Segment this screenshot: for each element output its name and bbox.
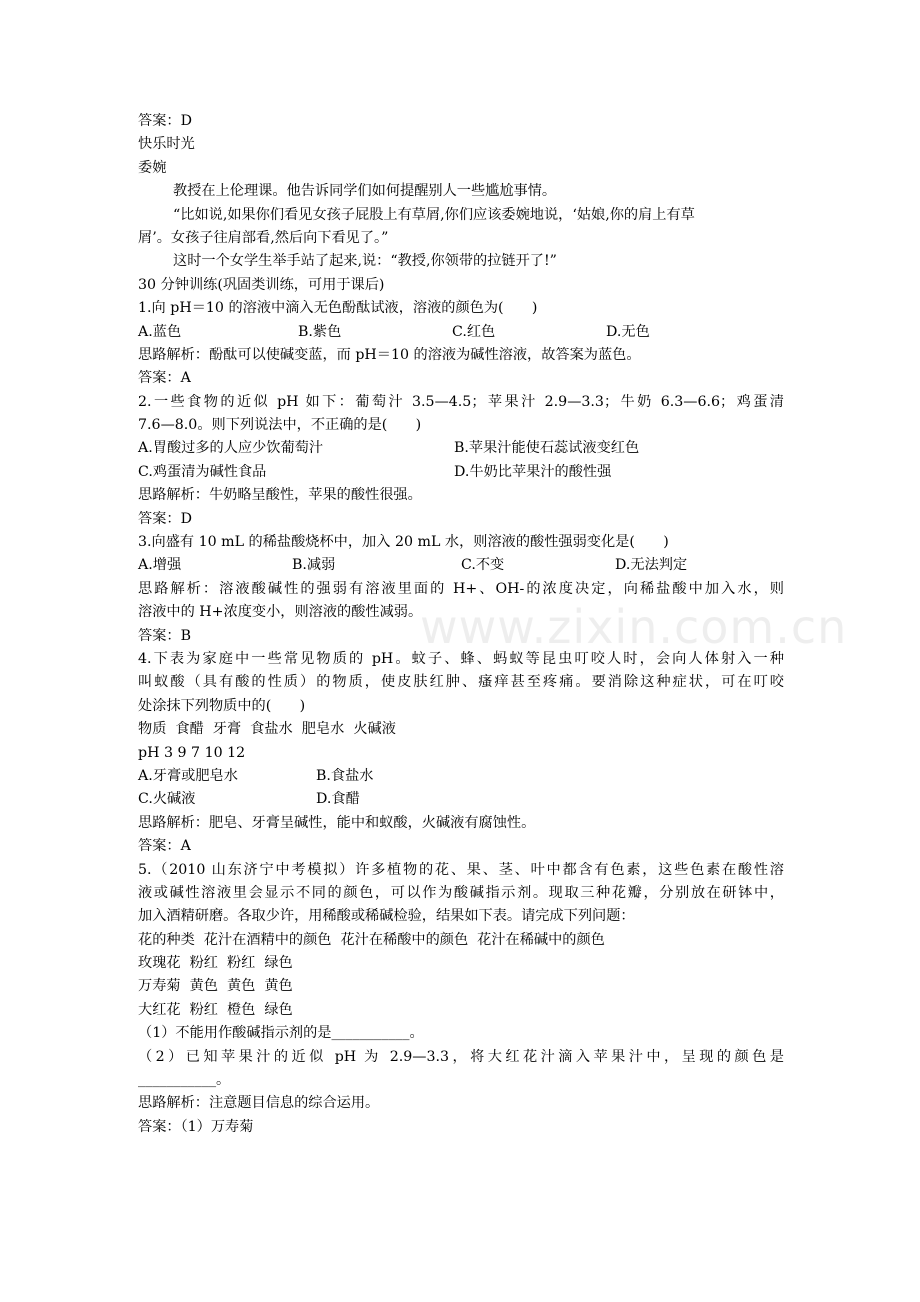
question-3-options [138, 554, 784, 577]
question-4-options-row2 [138, 788, 784, 811]
answer-line: 答案：D [138, 113, 192, 129]
flower-table-row: 大红花 粉红 橙色 绿色 [138, 1001, 293, 1018]
option-b: B.食盐水 [316, 767, 374, 784]
question-2-analysis: 思路解析：牛奶略呈酸性，苹果的酸性很强。 [138, 487, 422, 504]
option-a: A.胃酸过多的人应少饮葡萄汁 [138, 440, 324, 457]
option-b: B.减弱 [292, 557, 336, 574]
option-d: D.无法判定 [615, 557, 688, 574]
question-1-answer: 答案：A [138, 370, 191, 387]
option-d: D.食醋 [316, 791, 360, 808]
question-4-options-row1 [138, 765, 784, 788]
option-c: C.鸡蛋清为碱性食品 [138, 463, 267, 480]
option-d: D.牛奶比苹果汁的酸性强 [454, 463, 612, 480]
question-2-options-row2 [138, 461, 784, 484]
question-5-sub2: （2）已知苹果汁的近似 pH 为 2.9—3.3，将大红花汁滴入苹果汁中，呈现的颜色是 [138, 1048, 784, 1065]
option-a: A.蓝色 [138, 323, 182, 340]
ph-table-row: 物质 食醋 牙膏 食盐水 肥皂水 火碱液 [138, 721, 396, 738]
section-title: 快乐时光 [138, 136, 195, 153]
option-a: A.牙膏或肥皂水 [138, 767, 238, 784]
story-title: 委婉 [138, 159, 167, 176]
option-c: C.不变 [461, 557, 505, 574]
question-2-stem-cont: 7.6—8.0。则下列说法中，不正确的是( ) [138, 417, 422, 434]
question-3-stem: 3.向盛有 10 mL 的稀盐酸烧杯中，加入 20 mL 水，则溶液的酸性强弱变化是( ) [138, 534, 669, 551]
flower-table-row: 玫瑰花 粉红 粉红 绿色 [138, 955, 293, 972]
question-1-analysis: 思路解析：酚酞可以使碱变蓝，而 pH＝10 的溶液为碱性溶液，故答案为蓝色。 [138, 346, 641, 363]
question-4-answer: 答案：A [138, 838, 191, 855]
option-c: C.红色 [452, 323, 496, 340]
question-5-analysis: 思路解析：注意题目信息的综合运用。 [138, 1095, 380, 1112]
question-5-stem: 5.（2010 山东济宁中考模拟）许多植物的花、果、茎、叶中都含有色素，这些色素在酸性溶 [138, 861, 784, 878]
question-5-stem-end: 加入酒精研磨。各取少许，用稀酸或稀碱检验，结果如下表。请完成下列问题： [138, 908, 635, 925]
ph-table-row: pH 3 9 7 10 12 [138, 744, 246, 761]
flower-table-header: 花的种类 花汁在酒精中的颜色 花汁在稀酸中的颜色 花汁在稀碱中的颜色 [138, 931, 605, 948]
question-5-sub1: （1）不能用作酸碱指示剂的是___________。 [138, 1025, 424, 1042]
story-paragraph: 这时一个女学生举手站了起来,说：“教授,你领带的拉链开了!” [173, 253, 557, 270]
option-d: D.无色 [606, 323, 650, 340]
question-4-stem: 4.下表为家庭中一些常见物质的 pH。蚊子、蜂、蚂蚁等昆虫叮咬人时，会向人体射入一种 [138, 650, 784, 667]
question-5-answer: 答案：（1）万寿菊 [138, 1118, 254, 1135]
question-2-answer: 答案：D [138, 510, 192, 527]
question-5-stem-cont: 液或碱性溶液里会显示不同的颜色，可以作为酸碱指示剂。现取三种花瓣，分别放在研钵中， [138, 884, 784, 901]
question-4-stem-end: 处涂抹下列物质中的( ) [138, 697, 306, 714]
option-b: B.紫色 [298, 323, 342, 340]
story-paragraph: “比如说,如果你们看见女孩子屁股上有草屑,你们应该委婉地说，‘姑娘,你的肩上有草 [173, 206, 695, 223]
flower-table-row: 万寿菊 黄色 黄色 黄色 [138, 978, 293, 995]
story-paragraph-cont: 屑’。女孩子往肩部看,然后向下看见了。” [138, 229, 389, 246]
option-a: A.增强 [138, 557, 182, 574]
question-5-sub2-blank: ___________。 [138, 1072, 231, 1089]
story-paragraph: 教授在上伦理课。他告诉同学们如何提醒别人一些尴尬事情。 [173, 183, 557, 200]
question-3-analysis-cont: 溶液中的 H+浓度变小，则溶液的酸性减弱。 [138, 604, 423, 621]
training-heading: 30 分钟训练(巩固类训练，可用于课后) [138, 276, 385, 293]
question-4-stem-cont: 叫蚁酸（具有酸的性质）的物质，使皮肤红肿、瘙痒甚至疼痛。要消除这种症状，可在叮咬 [138, 674, 784, 691]
question-4-analysis: 思路解析：肥皂、牙膏呈碱性，能中和蚁酸，火碱液有腐蚀性。 [138, 814, 536, 831]
question-3-answer: 答案：B [138, 627, 191, 644]
option-b: B.苹果汁能使石蕊试液变红色 [454, 440, 640, 457]
watermark: www.zixin.com.cn [420, 600, 848, 654]
option-c: C.火碱液 [138, 791, 196, 808]
question-2-stem: 2.一些食物的近似 pH 如下：葡萄汁 3.5—4.5；苹果汁 2.9—3.3；牛奶 6.3—6.6；鸡蛋清 [138, 393, 784, 410]
question-3-analysis: 思路解析：溶液酸碱性的强弱有溶液里面的 H+、OH-的浓度决定，向稀盐酸中加入水，则 [138, 580, 784, 597]
question-1-stem: 1.向 pH＝10 的溶液中滴入无色酚酞试液，溶液的颜色为( ) [138, 300, 538, 317]
question-1-options [138, 321, 784, 344]
question-2-options-row1 [138, 437, 784, 460]
